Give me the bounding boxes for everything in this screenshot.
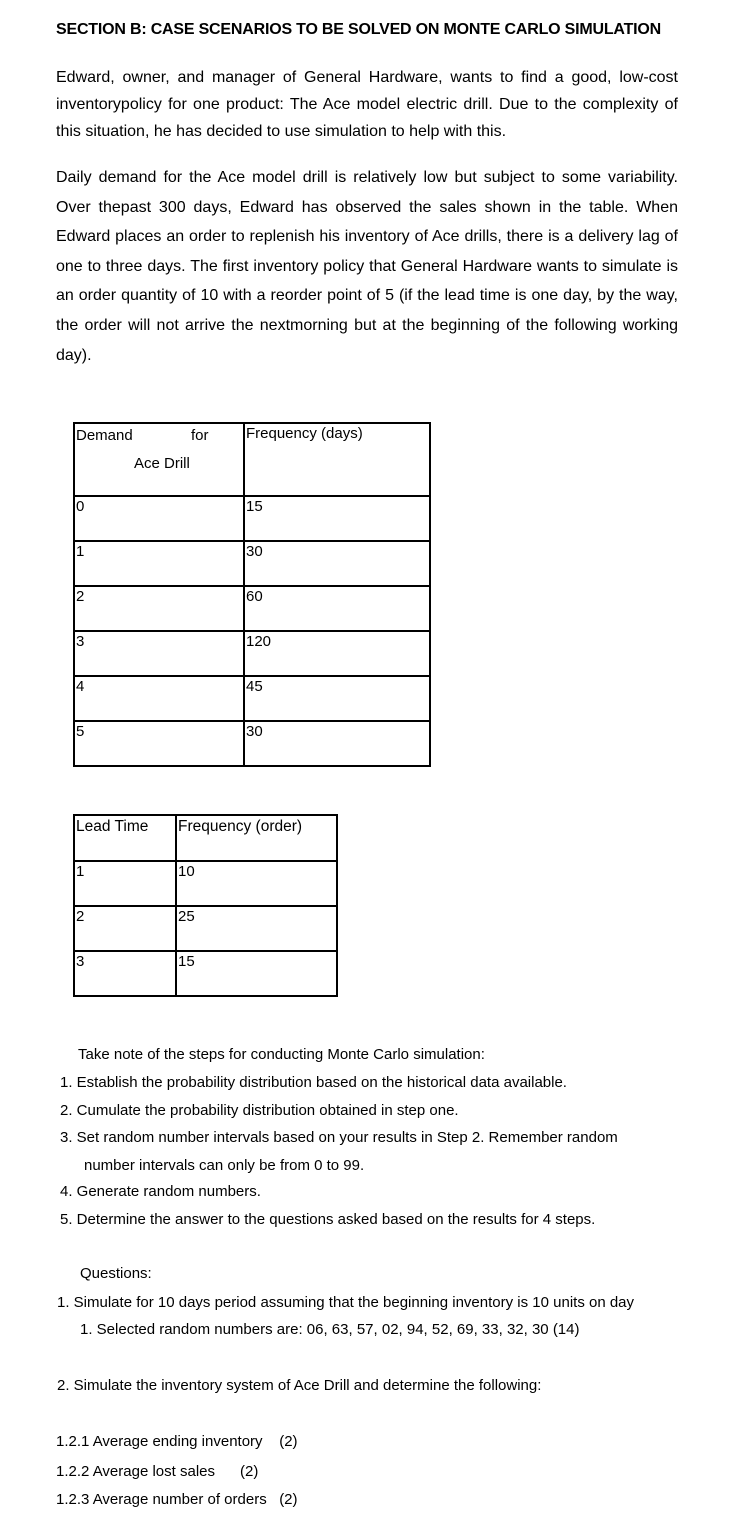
frequency-cell: 60 <box>244 586 430 631</box>
lead-time-header-cell: Lead Time <box>74 815 176 861</box>
demand-cell: 5 <box>74 721 244 766</box>
table-row <box>74 951 337 996</box>
question-1: 1. Simulate for 10 days period assuming that the beginning inventory is 10 units on day <box>57 1294 635 1311</box>
demand-paragraph: Daily demand for the Ace model drill is relatively low but subject to some variability. Over thepast 300 days, Edward has observed the sales shown in the table. When Edward places an order to replenish his inventory of Ace drills, there is a delivery lag of one to three days. The first inventory policy that General Hardware wants to simulate is an order quantity of 10 with a reorder point of 5 (if the lead time is one day, by the way, the order will not arrive the nextmorning but at the beginning of the following working day). <box>56 169 678 364</box>
lead-time-table <box>73 814 338 997</box>
demand-frequency-table <box>73 422 431 767</box>
intro-paragraph: Edward, owner, and manager of General Hardware, wants to find a good, low-cost inventorypolicy for one product: The Ace model electric drill. Due to the complexity of this situation, he has decided to use simulation to help with this. <box>56 69 678 140</box>
step-item: 1. Establish the probability distribution based on the historical data available. <box>60 1074 567 1091</box>
step-item: 2. Cumulate the probability distribution obtained in step one. <box>60 1102 459 1119</box>
lead-time-cell: 1 <box>74 861 176 906</box>
demand-header-cell <box>74 423 244 496</box>
table-header-row <box>74 815 337 861</box>
lead-time-cell: 3 <box>74 951 176 996</box>
table-row <box>74 586 430 631</box>
steps-intro: Take note of the steps for conducting Monte Carlo simulation: <box>78 1046 485 1063</box>
step-item: 4. Generate random numbers. <box>60 1183 261 1200</box>
frequency-cell: 30 <box>244 721 430 766</box>
question-1-continuation: 1. Selected random numbers are: 06, 63, 57, 02, 94, 52, 69, 33, 32, 30 (14) <box>80 1321 580 1338</box>
step-item-continuation: number intervals can only be from 0 to 99. <box>84 1157 365 1174</box>
demand-header-word: Ace Drill <box>134 455 190 472</box>
section-heading: SECTION B: CASE SCENARIOS TO BE SOLVED ON MONTE CARLO SIMULATION <box>56 21 662 38</box>
question-2: 2. Simulate the inventory system of Ace Drill and determine the following: <box>57 1377 542 1394</box>
frequency-cell: 120 <box>244 631 430 676</box>
table-row <box>74 541 430 586</box>
frequency-cell: 30 <box>244 541 430 586</box>
questions-label: Questions: <box>80 1265 152 1282</box>
frequency-order-header-cell: Frequency (order) <box>176 815 337 861</box>
frequency-days-header-cell: Frequency (days) <box>244 423 430 496</box>
sub-question: 1.2.1 Average ending inventory (2) <box>56 1433 298 1450</box>
sub-question: 1.2.3 Average number of orders (2) <box>56 1491 298 1508</box>
table-row <box>74 676 430 721</box>
table-row <box>74 906 337 951</box>
frequency-cell: 10 <box>176 861 337 906</box>
frequency-cell: 15 <box>176 951 337 996</box>
demand-cell: 2 <box>74 586 244 631</box>
table-header-row <box>74 423 430 496</box>
demand-header-word: Demand <box>76 427 133 444</box>
table-row <box>74 861 337 906</box>
demand-cell: 0 <box>74 496 244 541</box>
demand-cell: 3 <box>74 631 244 676</box>
demand-cell: 4 <box>74 676 244 721</box>
frequency-cell: 15 <box>244 496 430 541</box>
table-row <box>74 496 430 541</box>
table-row <box>74 721 430 766</box>
table-row <box>74 631 430 676</box>
frequency-cell: 45 <box>244 676 430 721</box>
sub-question: 1.2.2 Average lost sales (2) <box>56 1463 259 1480</box>
step-item: 5. Determine the answer to the questions asked based on the results for 4 steps. <box>60 1211 596 1228</box>
demand-header-word: for <box>191 427 209 444</box>
demand-cell: 1 <box>74 541 244 586</box>
lead-time-cell: 2 <box>74 906 176 951</box>
step-item: 3. Set random number intervals based on your results in Step 2. Remember random <box>60 1129 618 1146</box>
frequency-cell: 25 <box>176 906 337 951</box>
